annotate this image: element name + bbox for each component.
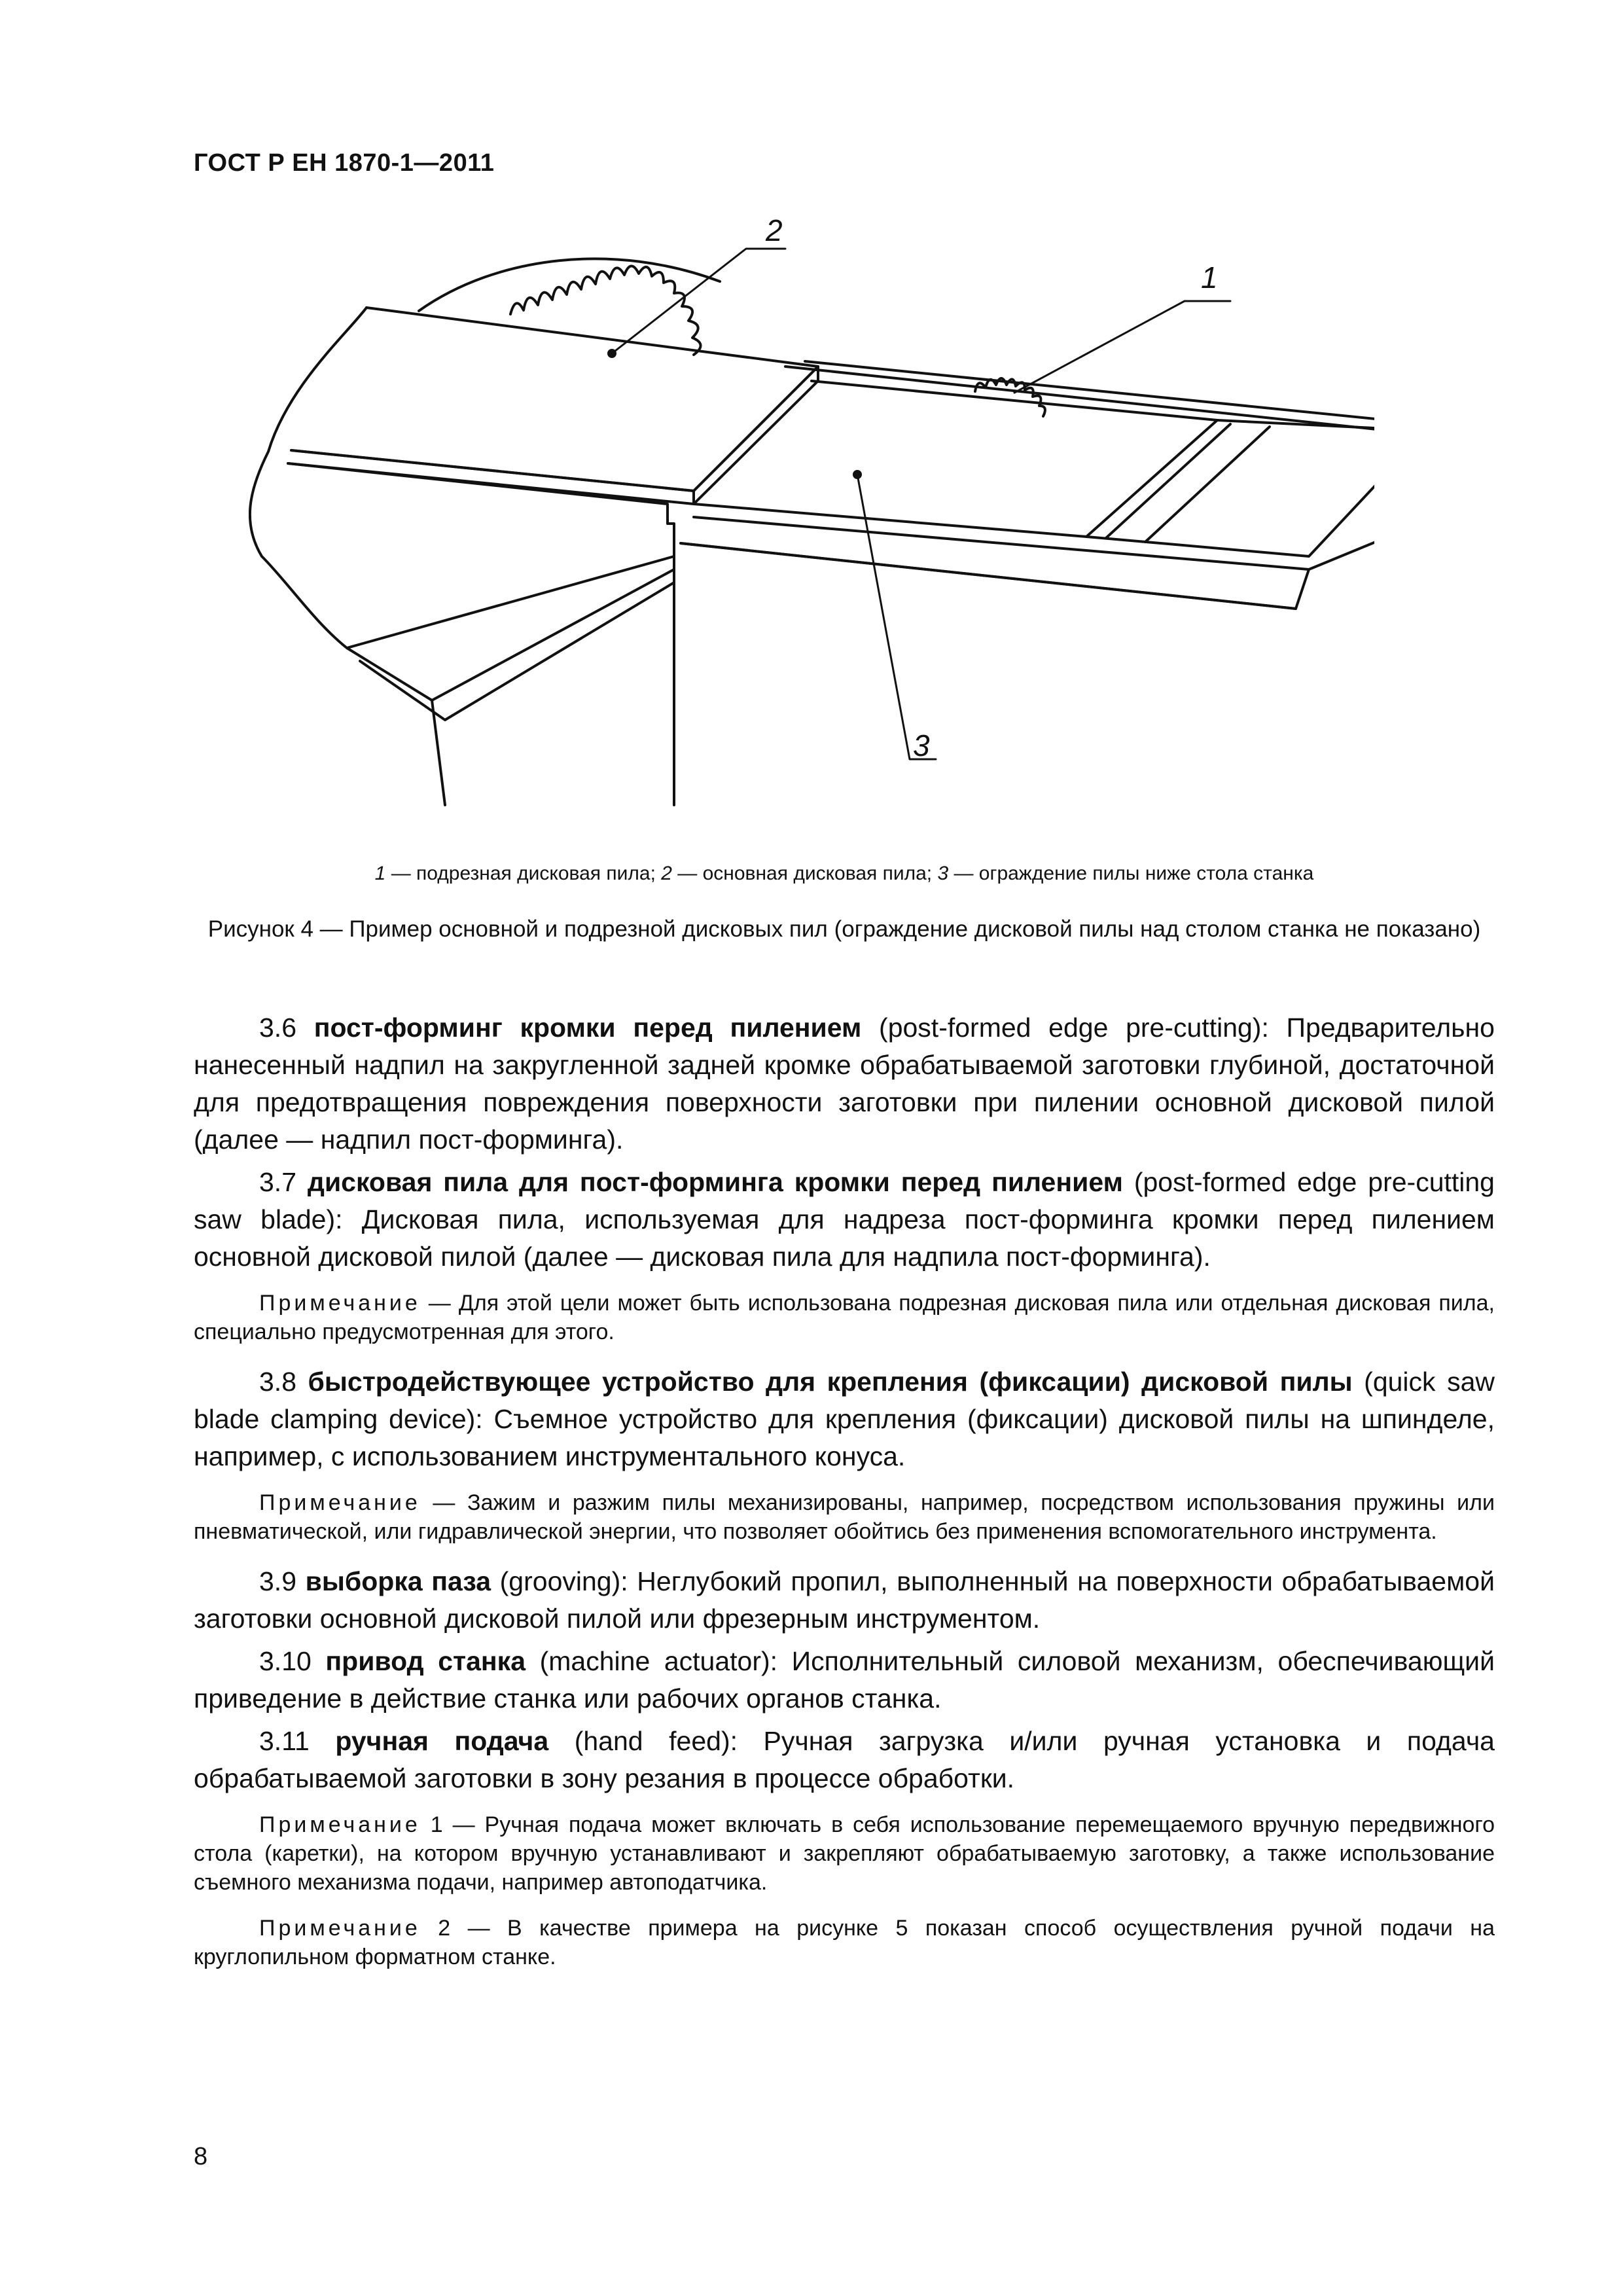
callout-2: 2 <box>766 216 783 247</box>
leader-line-3 <box>857 475 936 759</box>
note-3-11-2: Примечание 2 — В качестве примера на рисунке 5 показан способ осуществления ручной подачи на круглопильном форматном станке. <box>194 1916 1495 1969</box>
note-3-7: Примечание — Для этой цели может быть использована подрезная дисковая пила или отдельная дисковая пила, специально предусмотренная для этого. <box>194 1291 1495 1344</box>
note-3-8: Примечание — Зажим и разжим пилы механизированы, например, посредством использования пружины или пневматической, или гидравлической энергии, что позволяет обойтись без применения вспомогательного инструмента. <box>194 1490 1495 1544</box>
figure-caption: Рисунок 4 — Пример основной и подрезной дисковых пил (ограждение дисковой пилы над столом станка не показано) <box>207 916 1481 942</box>
callout-3: 3 <box>913 728 930 762</box>
legend-num-1: 1 <box>374 863 386 884</box>
workpiece-panel <box>291 308 818 491</box>
legend-text-3: — ограждение пилы ниже стола станка <box>948 863 1314 884</box>
term: дисковая пила для пост-форминга кромки перед пилением <box>307 1167 1123 1197</box>
definition-3-9: 3.9 выборка паза (grooving): Неглубокий пропил, выполненный на поверхности обрабатываемой заготовки основной дисковой пилой или фрезерным инструментом. <box>194 1566 1495 1634</box>
term: выборка паза <box>305 1566 491 1596</box>
main-saw-blade-teeth <box>510 266 701 355</box>
term: быстродействующее устройство для крепления (фиксации) дисковой пилы <box>308 1367 1353 1397</box>
term: пост-форминг кромки перед пилением <box>313 1013 862 1043</box>
document-body <box>194 1009 1495 1988</box>
figure-saw-blades-drawing <box>249 216 1374 818</box>
leader-line-2 <box>612 249 785 353</box>
page-number: 8 <box>194 2143 208 2170</box>
saw-table-diagram <box>249 216 1374 818</box>
definition-3-10: 3.10 привод станка (machine actuator): Исполнительный силовой механизм, обеспечивающий приведение в действие станка или рабочих органов станка. <box>194 1646 1495 1713</box>
term: привод станка <box>325 1646 526 1676</box>
definition-3-6: 3.6 пост-форминг кромки перед пилением (post-formed edge pre-cutting): Предварительно нанесенный надпил на закругленной задней кромке обрабатываемой заготовки глубиной, достаточной для предотвращения повреждения поверхности заготовки при пилении основной дисковой пилой (далее — надпил пост-форминга). <box>194 1013 1495 1155</box>
definition-3-11: 3.11 ручная подача (hand feed): Ручная загрузка и/или ручная установка и подача обрабатываемой заготовки в зону резания в процессе обработки. <box>194 1726 1495 1793</box>
figure-legend <box>194 863 1495 885</box>
term: ручная подача <box>335 1726 549 1756</box>
definition-3-7: 3.7 дисковая пила для пост-форминга кромки перед пилением (post-formed edge pre-cutting saw blade): Дисковая пила, используемая для надреза пост-форминга кромки перед пилением основной дисковой пилой (далее — дисковая пила для надпила пост-форминга). <box>194 1167 1495 1272</box>
legend-text-1: — подрезная дисковая пила; <box>385 863 662 884</box>
callout-1: 1 <box>1201 260 1218 295</box>
legend-num-2: 2 <box>661 863 672 884</box>
document-code-header: ГОСТ Р ЕН 1870-1—2011 <box>194 149 495 177</box>
leader-line-1 <box>1014 301 1230 393</box>
legend-num-3: 3 <box>937 863 949 884</box>
legend-text-2: — основная дисковая пила; <box>671 863 938 884</box>
note-3-11-1: Примечание 1 — Ручная подача может включать в себя использование перемещаемого вручную передвижного стола (каретки), на котором вручную устанавливают и закрепляют обрабатываемую заготовку, а также использование съемного механизма подачи, например автоподатчика. <box>194 1812 1495 1895</box>
definition-3-8: 3.8 быстродействующее устройство для крепления (фиксации) дисковой пилы (quick saw blade clamping device): Съемное устройство для крепления (фиксации) дисковой пилы на шпинделе, например, с использованием инструментального конуса. <box>194 1367 1495 1471</box>
